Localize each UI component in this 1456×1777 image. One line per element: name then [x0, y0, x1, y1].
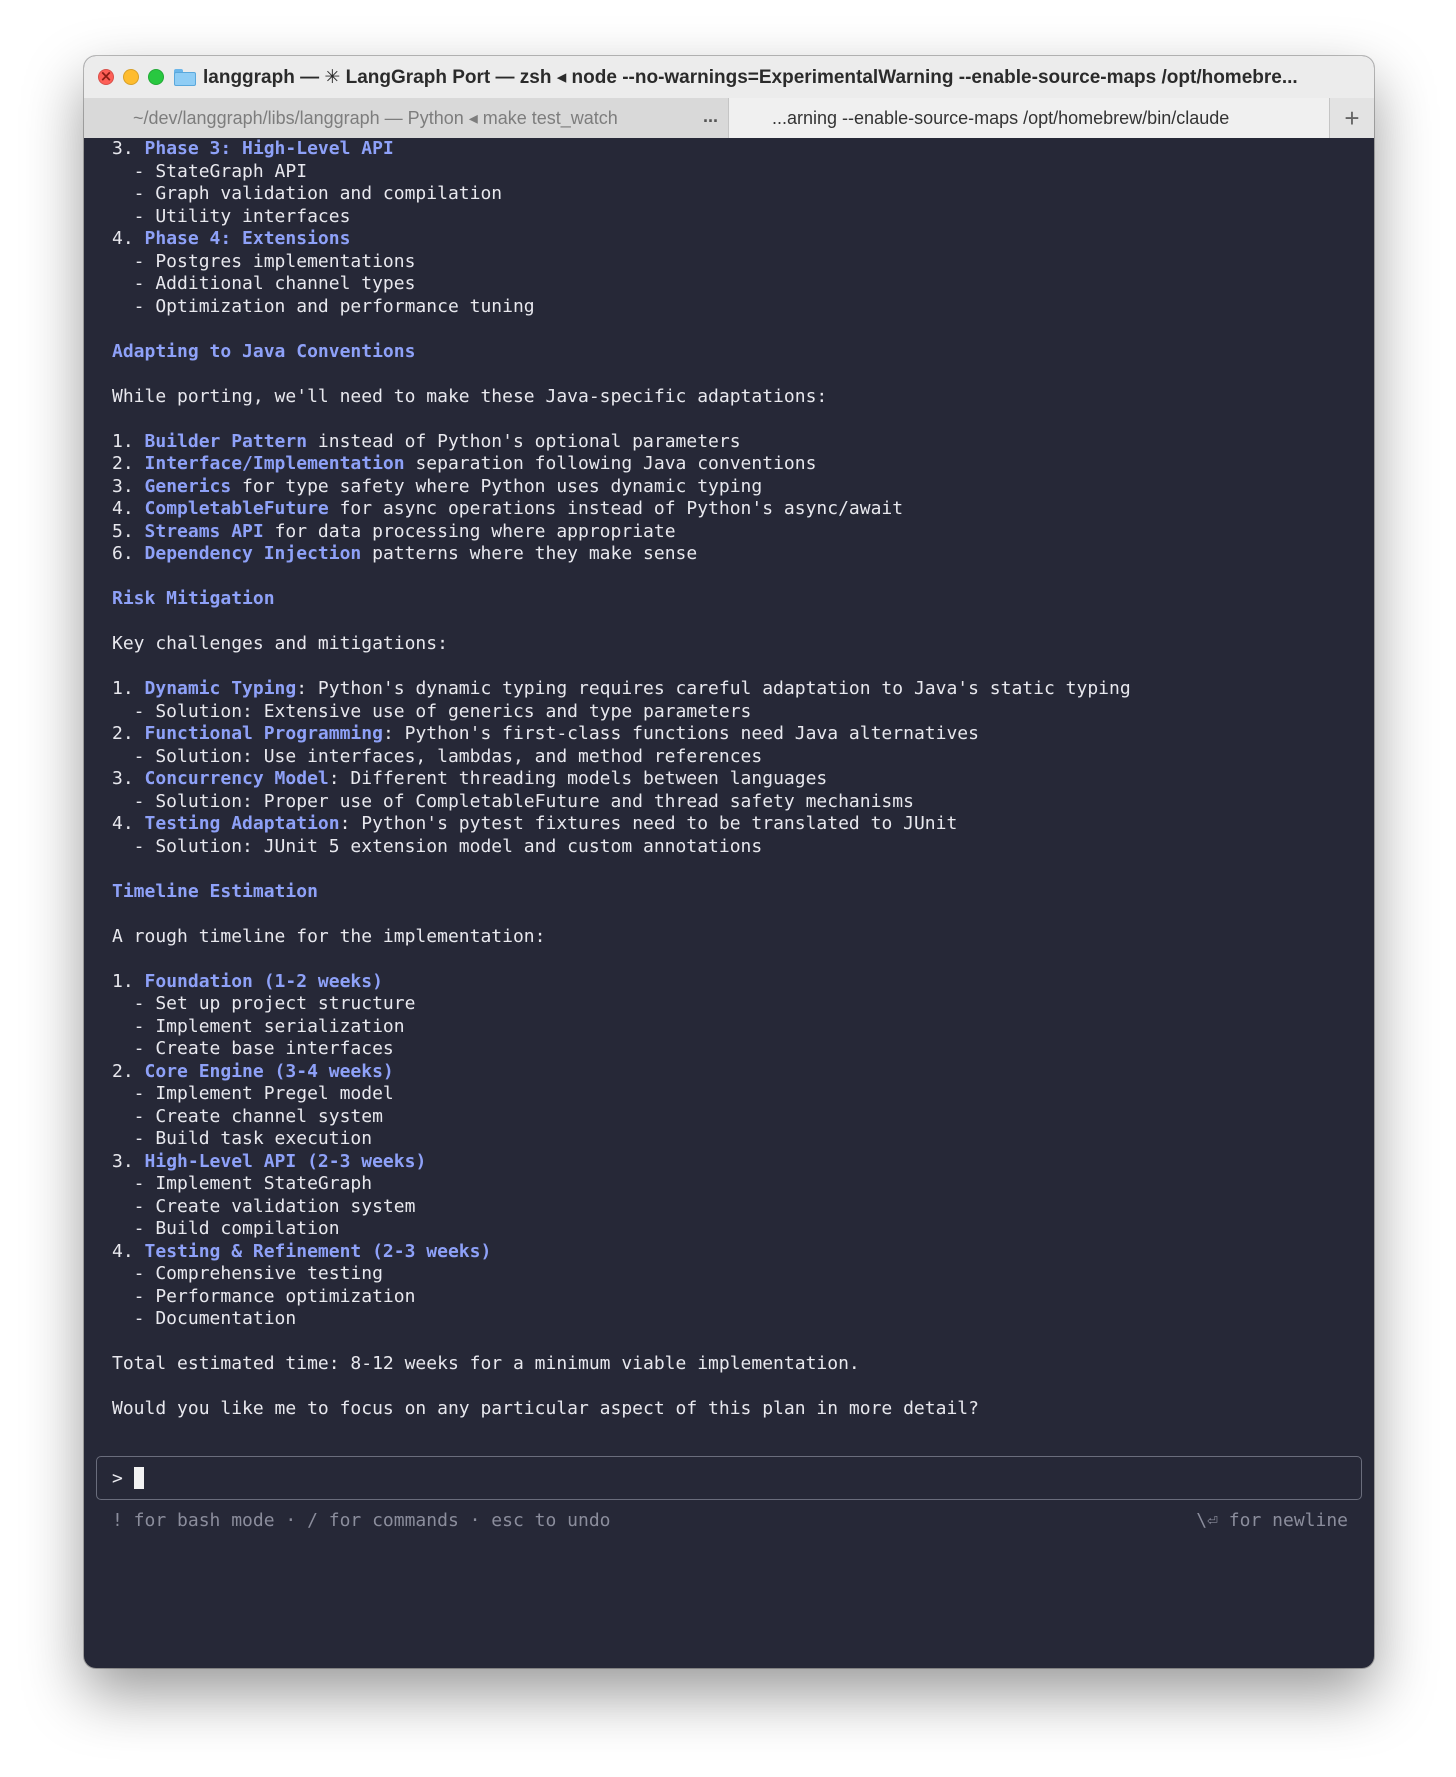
terminal-line: [112, 1083, 1374, 1106]
output-text: - Solution: Extensive use of generics and type parameters: [112, 700, 752, 722]
terminal-line: [112, 386, 1374, 409]
output-text: 1.: [112, 970, 145, 992]
output-text: 3.: [112, 138, 145, 159]
terminal-line: [112, 453, 1374, 476]
terminal-line: [112, 341, 1374, 364]
terminal-line: [112, 746, 1374, 769]
output-text: 4.: [112, 1240, 145, 1262]
output-text: 4.: [112, 813, 145, 834]
terminal-line: [112, 633, 1374, 656]
terminal-line: [112, 1173, 1374, 1196]
text-cursor: [134, 1467, 144, 1489]
output-text: 4.: [112, 228, 145, 249]
hint-left: ! for bash mode · / for commands · esc to undo: [112, 1510, 611, 1531]
output-text: instead of Python's optional parameters: [307, 430, 741, 452]
terminal-line: [112, 183, 1374, 206]
prompt-input[interactable]: [96, 1456, 1362, 1500]
output-text: - Create channel system: [112, 1105, 383, 1127]
tab-claude[interactable]: [729, 98, 1329, 138]
output-text: Total estimated time: 8-12 weeks for a minimum viable implementation.: [112, 1353, 860, 1374]
terminal-line: [112, 206, 1374, 229]
shortcut-hints: [112, 1510, 1348, 1531]
output-text: - Graph validation and compilation: [112, 183, 503, 204]
terminal-line: [112, 813, 1374, 836]
terminal-line: [112, 948, 1374, 971]
highlight-text: Interface/Implementation: [144, 453, 405, 474]
terminal-line: [112, 521, 1374, 544]
highlight-text: Timeline Estimation: [112, 880, 318, 902]
output-text: 2.: [112, 723, 145, 744]
terminal-line: [112, 836, 1374, 859]
output-text: : Python's dynamic typing requires careful adaptation to Java's static typing: [296, 678, 1131, 699]
output-text: - Implement serialization: [112, 1015, 405, 1037]
output-text: - Set up project structure: [112, 993, 416, 1014]
terminal-line: [112, 1128, 1374, 1151]
output-text: 1.: [112, 430, 145, 452]
output-text: - Solution: JUnit 5 extension model and custom annotations: [112, 835, 763, 857]
highlight-text: Core Engine (3-4 weeks): [144, 1060, 394, 1082]
terminal-line: [112, 1376, 1374, 1399]
terminal-line: [112, 363, 1374, 386]
output-text: - Implement StateGraph: [112, 1173, 373, 1194]
terminal-line: [112, 926, 1374, 949]
terminal-line: [112, 1241, 1374, 1264]
terminal-line: [112, 138, 1374, 161]
output-text: - Additional channel types: [112, 273, 416, 294]
terminal-line: [112, 318, 1374, 341]
output-text: - Performance optimization: [112, 1285, 416, 1307]
terminal-line: [112, 1331, 1374, 1354]
output-text: - Utility interfaces: [112, 205, 351, 227]
terminal-line: [112, 476, 1374, 499]
output-text: 2.: [112, 1060, 145, 1082]
terminal-output: [84, 138, 1374, 1421]
output-text: Would you like me to focus on any particular aspect of this plan in more detail?: [112, 1398, 979, 1419]
terminal-line: [112, 431, 1374, 454]
highlight-text: Adapting to Java Conventions: [112, 340, 416, 362]
title-bar[interactable]: [84, 56, 1374, 98]
output-text: for data processing where appropriate: [263, 520, 676, 542]
tab-label: ...arning --enable-source-maps /opt/homebrew/bin/claude: [772, 107, 1230, 128]
terminal-line: [112, 498, 1374, 521]
terminal-line: [112, 588, 1374, 611]
terminal-line: [112, 408, 1374, 431]
terminal-line: [112, 1353, 1374, 1376]
highlight-text: High-Level API (2-3 weeks): [144, 1150, 427, 1172]
terminal-line: [112, 161, 1374, 184]
output-text: Key challenges and mitigations:: [112, 633, 448, 654]
highlight-text: Generics: [144, 475, 232, 497]
output-text: 4.: [112, 498, 145, 519]
terminal-line: [112, 1038, 1374, 1061]
terminal-line: [112, 1398, 1374, 1421]
terminal-line: [112, 768, 1374, 791]
terminal-window: [84, 56, 1374, 1668]
terminal-line: [112, 791, 1374, 814]
output-text: separation following Java conventions: [404, 453, 817, 474]
output-text: 5.: [112, 520, 145, 542]
output-text: - Build compilation: [112, 1218, 340, 1239]
output-text: - Comprehensive testing: [112, 1263, 383, 1284]
output-text: - Solution: Proper use of CompletableFuture and thread safety mechanisms: [112, 790, 914, 812]
terminal-line: [112, 1151, 1374, 1174]
output-text: : Different threading models between languages: [328, 768, 828, 789]
terminal-line: [112, 701, 1374, 724]
terminal-line: [112, 1308, 1374, 1331]
output-text: : Python's pytest fixtures need to be translated to JUnit: [339, 813, 958, 834]
terminal-line: [112, 1016, 1374, 1039]
highlight-text: Foundation (1-2 weeks): [144, 970, 383, 992]
terminal-line: [112, 566, 1374, 589]
terminal-line: [112, 1218, 1374, 1241]
terminal-line: [112, 1196, 1374, 1219]
terminal-line: [112, 858, 1374, 881]
highlight-text: Dynamic Typing: [144, 678, 297, 699]
terminal-line: [112, 543, 1374, 566]
terminal-line: [112, 1061, 1374, 1084]
output-text: - Postgres implementations: [112, 250, 416, 272]
terminal-line: [112, 723, 1374, 746]
output-text: - StateGraph API: [112, 160, 308, 182]
output-text: 2.: [112, 453, 145, 474]
terminal-line: [112, 611, 1374, 634]
minimize-window-button[interactable]: [123, 69, 139, 85]
highlight-text: Phase 3: High-Level API: [144, 138, 394, 159]
terminal-line: [112, 656, 1374, 679]
hint-right: \⏎ for newline: [1196, 1510, 1348, 1531]
terminal-line: [112, 971, 1374, 994]
output-text: : Python's first-class functions need Java alternatives: [382, 723, 979, 744]
output-text: - Documentation: [112, 1308, 297, 1329]
output-text: While porting, we'll need to make these Java-specific adaptations:: [112, 385, 828, 407]
terminal-line: [112, 1286, 1374, 1309]
output-text: A rough timeline for the implementation:: [112, 925, 546, 947]
output-text: for async operations instead of Python's async/await: [328, 498, 904, 519]
output-text: - Create validation system: [112, 1195, 416, 1217]
terminal-line: [112, 903, 1374, 926]
tab-python-test-watch[interactable]: [84, 98, 729, 138]
output-text: - Solution: Use interfaces, lambdas, and method references: [112, 745, 763, 767]
output-text: 3.: [112, 475, 145, 497]
output-text: patterns where they make sense: [361, 543, 698, 564]
close-window-button[interactable]: [98, 69, 114, 85]
highlight-text: Dependency Injection: [144, 543, 362, 564]
terminal-line: [112, 993, 1374, 1016]
output-text: for type safety where Python uses dynamic typing: [231, 475, 763, 497]
highlight-text: Concurrency Model: [144, 768, 329, 789]
terminal-line: [112, 273, 1374, 296]
output-text: - Implement Pregel model: [112, 1083, 394, 1104]
highlight-text: CompletableFuture: [144, 498, 329, 519]
output-text: 3.: [112, 1150, 145, 1172]
terminal-line: [112, 296, 1374, 319]
highlight-text: Phase 4: Extensions: [144, 228, 351, 249]
window-title: langgraph — ✳ LangGraph Port — zsh ◂ node --no-warnings=ExperimentalWarning --enable-source-maps /opt/homebre...: [203, 66, 1298, 88]
highlight-text: Functional Programming: [144, 723, 383, 744]
output-text: 6.: [112, 543, 145, 564]
terminal-line: [112, 1263, 1374, 1286]
highlight-text: Risk Mitigation: [112, 588, 275, 609]
tab-label: ~/dev/langgraph/libs/langgraph — Python ◂ make test_watch: [133, 107, 618, 128]
terminal-line: [112, 251, 1374, 274]
tab-bar: [84, 98, 1374, 138]
highlight-text: Testing & Refinement (2-3 weeks): [144, 1240, 492, 1262]
highlight-text: Streams API: [144, 520, 264, 542]
output-text: - Create base interfaces: [112, 1038, 394, 1059]
prompt-symbol: >: [112, 1467, 123, 1489]
terminal-line: [112, 1106, 1374, 1129]
new-tab-button[interactable]: +: [1329, 98, 1374, 138]
terminal-line: [112, 678, 1374, 701]
output-text: 1.: [112, 678, 145, 699]
output-text: - Optimization and performance tuning: [112, 295, 535, 317]
highlight-text: Testing Adaptation: [144, 813, 340, 834]
traffic-lights: [98, 69, 164, 85]
output-text: - Build task execution: [112, 1128, 373, 1149]
zoom-window-button[interactable]: [148, 69, 164, 85]
folder-icon: [174, 69, 196, 86]
terminal-line: [112, 881, 1374, 904]
tab-overflow-icon[interactable]: ...: [702, 106, 718, 126]
terminal-line: [112, 228, 1374, 251]
highlight-text: Builder Pattern: [144, 430, 308, 452]
output-text: 3.: [112, 768, 145, 789]
